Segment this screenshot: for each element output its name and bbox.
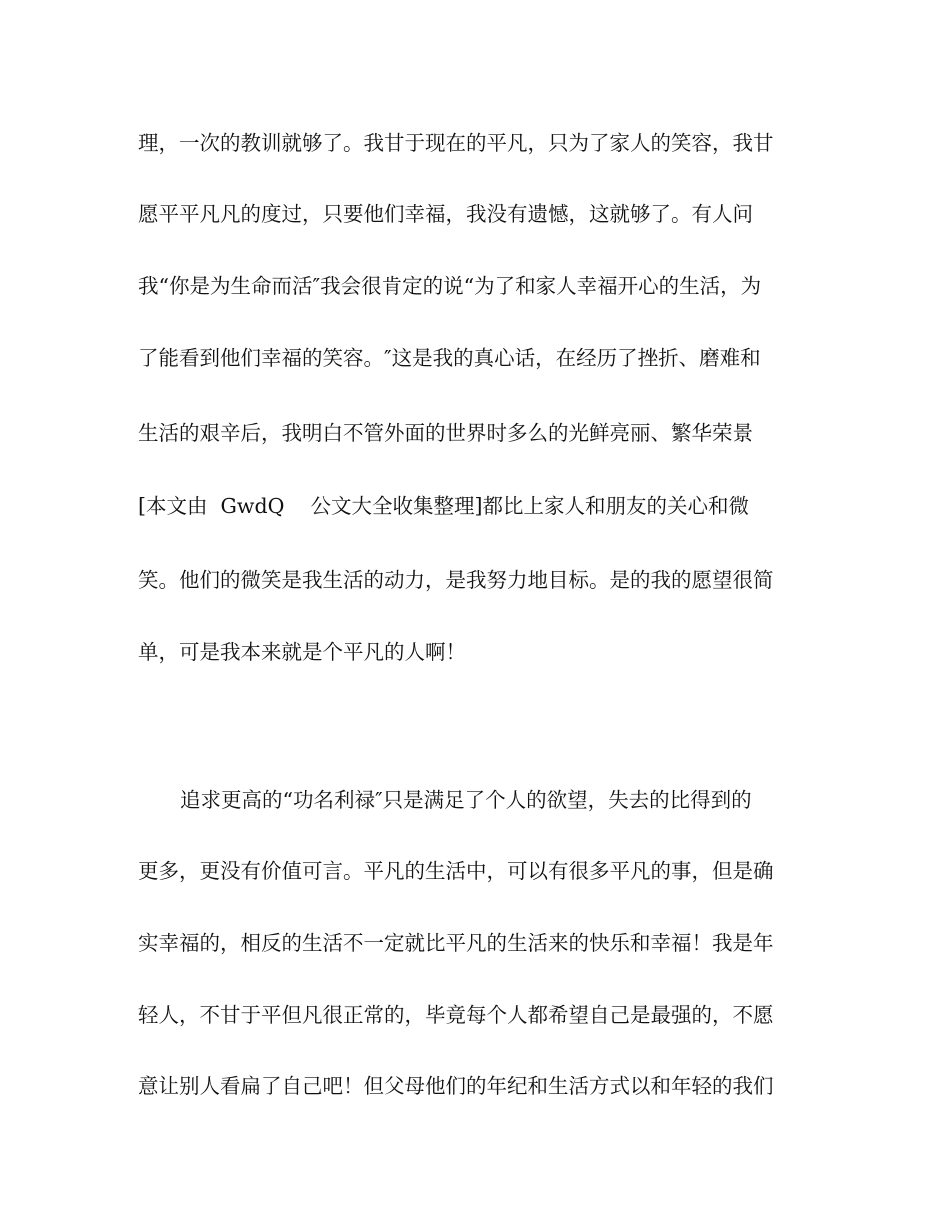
- text-line: 生活的艰辛后，我明白不管外面的世界时多么的光鲜亮丽、繁华荣景: [138, 421, 753, 445]
- text-line: 愿平平凡凡的度过，只要他们幸福，我没有遗憾，这就够了。有人问: [138, 202, 753, 226]
- text-line: 追求更高的“功名利禄″只是满足了个人的欲望，失去的比得到的: [180, 788, 752, 812]
- text-line: 了能看到他们幸福的笑容。″这是我的真心话，在经历了挫折、磨难和: [138, 346, 761, 370]
- text-line: 更多，更没有价值可言。平凡的生活中，可以有很多平凡的事，但是确: [138, 859, 774, 883]
- text-line: [本文由 GwdQ 公文大全收集整理]都比上家人和朋友的关心和微: [138, 494, 749, 518]
- text-line: 笑。他们的微笑是我生活的动力，是我努力地目标。是的我的愿望很简: [138, 568, 774, 592]
- text-line: 轻人，不甘于平但凡很正常的，毕竟每个人都希望自己是最强的，不愿: [138, 1003, 774, 1027]
- text-line: 我“你是为生命而活″我会很肯定的说“为了和家人幸福开心的生活，为: [138, 274, 762, 298]
- text-line: 理，一次的教训就够了。我甘于现在的平凡，只为了家人的笑容，我甘: [138, 131, 774, 155]
- text-line: 单，可是我本来就是个平凡的人啊！: [138, 640, 466, 664]
- text-line: 实幸福的，相反的生活不一定就比平凡的生活来的快乐和幸福！我是年: [138, 931, 774, 955]
- text-line: 意让别人看扁了自己吧！但父母他们的年纪和生活方式以和年轻的我们: [138, 1074, 774, 1098]
